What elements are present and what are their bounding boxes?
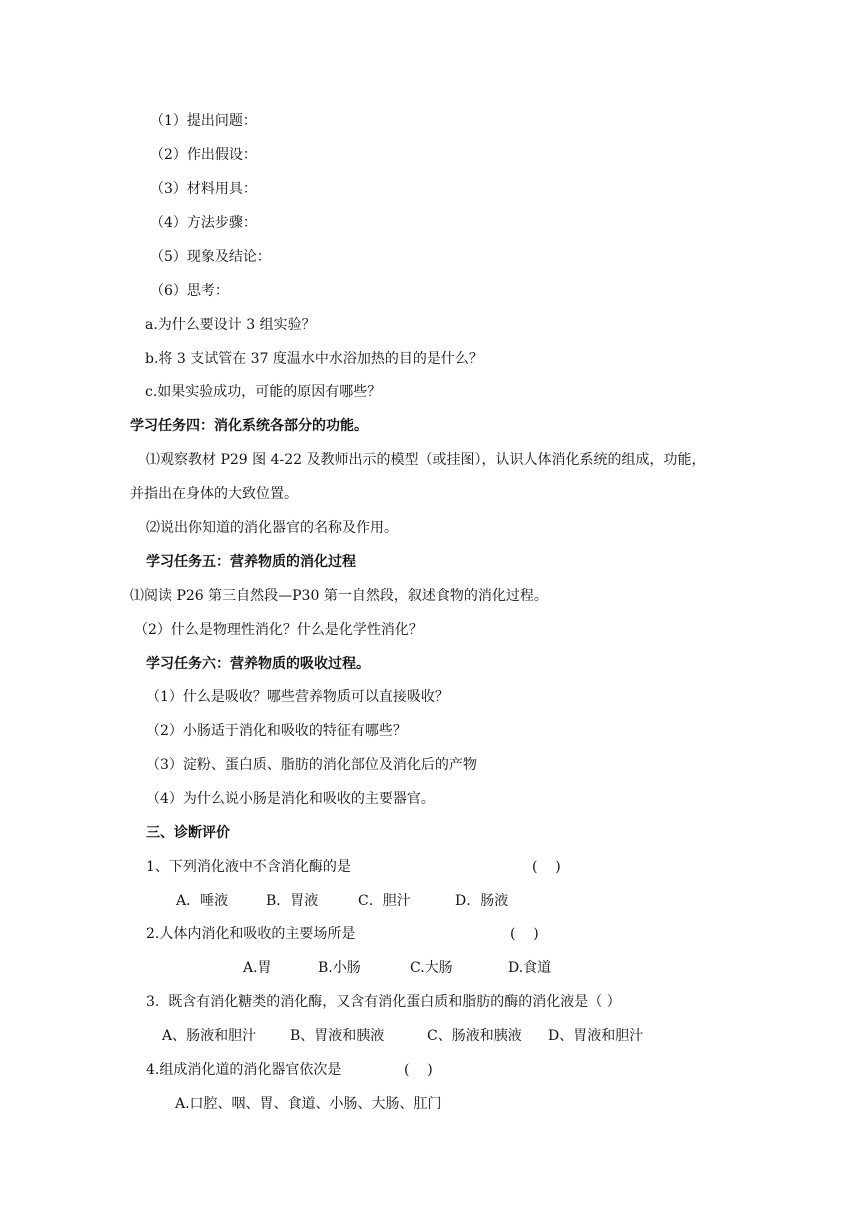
question-b: b.将 3 支试管在 37 度温水中水浴加热的目的是什么？ xyxy=(145,351,483,367)
question-1-option-c: C．胆汁 xyxy=(358,893,411,909)
question-1-answer-bracket: ( ) xyxy=(532,859,561,875)
step-2: （2）作出假设： xyxy=(150,147,257,163)
question-3-option-b: B、胃液和胰液 xyxy=(290,1028,385,1044)
question-1-option-d: D．肠液 xyxy=(455,893,509,909)
question-4-answer-bracket: ( ) xyxy=(404,1062,433,1078)
step-6: （6）思考： xyxy=(150,283,229,299)
question-a: a.为什么要设计 3 组实验？ xyxy=(145,317,316,333)
question-2: 2.人体内消化和吸收的主要场所是 xyxy=(146,926,356,942)
task6-item2: （2）小肠适于消化和吸收的特征有哪些？ xyxy=(146,723,407,739)
task6-item1: （1）什么是吸收？哪些营养物质可以直接吸收？ xyxy=(146,689,449,705)
question-2-answer-bracket: ( ) xyxy=(510,926,539,942)
step-1: （1）提出问题： xyxy=(150,113,257,129)
task5-item1: ⑴阅读 P26 第三自然段—P30 第一自然段，叙述食物的消化过程。 xyxy=(130,588,548,604)
task5-item2: （2）什么是物理性消化？什么是化学性消化？ xyxy=(134,622,423,638)
question-3: 3. 既含有消化糖类的消化酶，又含有消化蛋白质和脂肪的酶的消化液是（ ） xyxy=(146,994,621,1010)
question-c: c.如果实验成功，可能的原因有哪些？ xyxy=(145,384,382,400)
question-2-option-c: C.大肠 xyxy=(410,960,453,976)
question-1-option-b: B．胃液 xyxy=(266,893,319,909)
question-1-option-a: A．唾液 xyxy=(176,893,229,909)
question-3-option-a: A、肠液和胆汁 xyxy=(162,1028,257,1044)
question-3-option-c: C、肠液和胰液 xyxy=(427,1028,522,1044)
question-1: 1、下列消化液中不含消化酶的是 xyxy=(146,859,351,875)
step-5: （5）现象及结论： xyxy=(150,249,271,265)
task4-item1-line2: 并指出在身体的大致位置。 xyxy=(130,486,298,502)
task6-item4: （4）为什么说小肠是消化和吸收的主要器官。 xyxy=(146,791,435,807)
question-4: 4.组成消化道的消化器官依次是 xyxy=(146,1062,342,1078)
task4-item1-line1: ⑴观察教材 P29 图 4-22 及教师出示的模型（或挂图），认识人体消化系统的组成，功能， xyxy=(146,452,706,468)
step-3: （3）材料用具： xyxy=(150,181,257,197)
task4-title: 学习任务四：消化系统各部分的功能。 xyxy=(130,418,368,434)
section3-title: 三、诊断评价 xyxy=(146,825,230,841)
question-2-option-b: B.小肠 xyxy=(318,960,361,976)
question-3-option-d: D、胃液和胆汁 xyxy=(548,1028,644,1044)
question-4-option-a: A.口腔、咽、胃、食道、小肠、大肠、肛门 xyxy=(175,1096,442,1112)
task4-item2: ⑵说出你知道的消化器官的名称及作用。 xyxy=(146,520,398,536)
task6-title: 学习任务六：营养物质的吸收过程。 xyxy=(146,656,370,672)
question-2-option-d: D.食道 xyxy=(508,960,552,976)
step-4: （4）方法步骤： xyxy=(150,215,257,231)
task5-title: 学习任务五：营养物质的消化过程 xyxy=(146,554,356,570)
task6-item3: （3）淀粉、蛋白质、脂肪的消化部位及消化后的产物 xyxy=(146,757,477,773)
question-2-option-a: A.胃 xyxy=(243,960,272,976)
